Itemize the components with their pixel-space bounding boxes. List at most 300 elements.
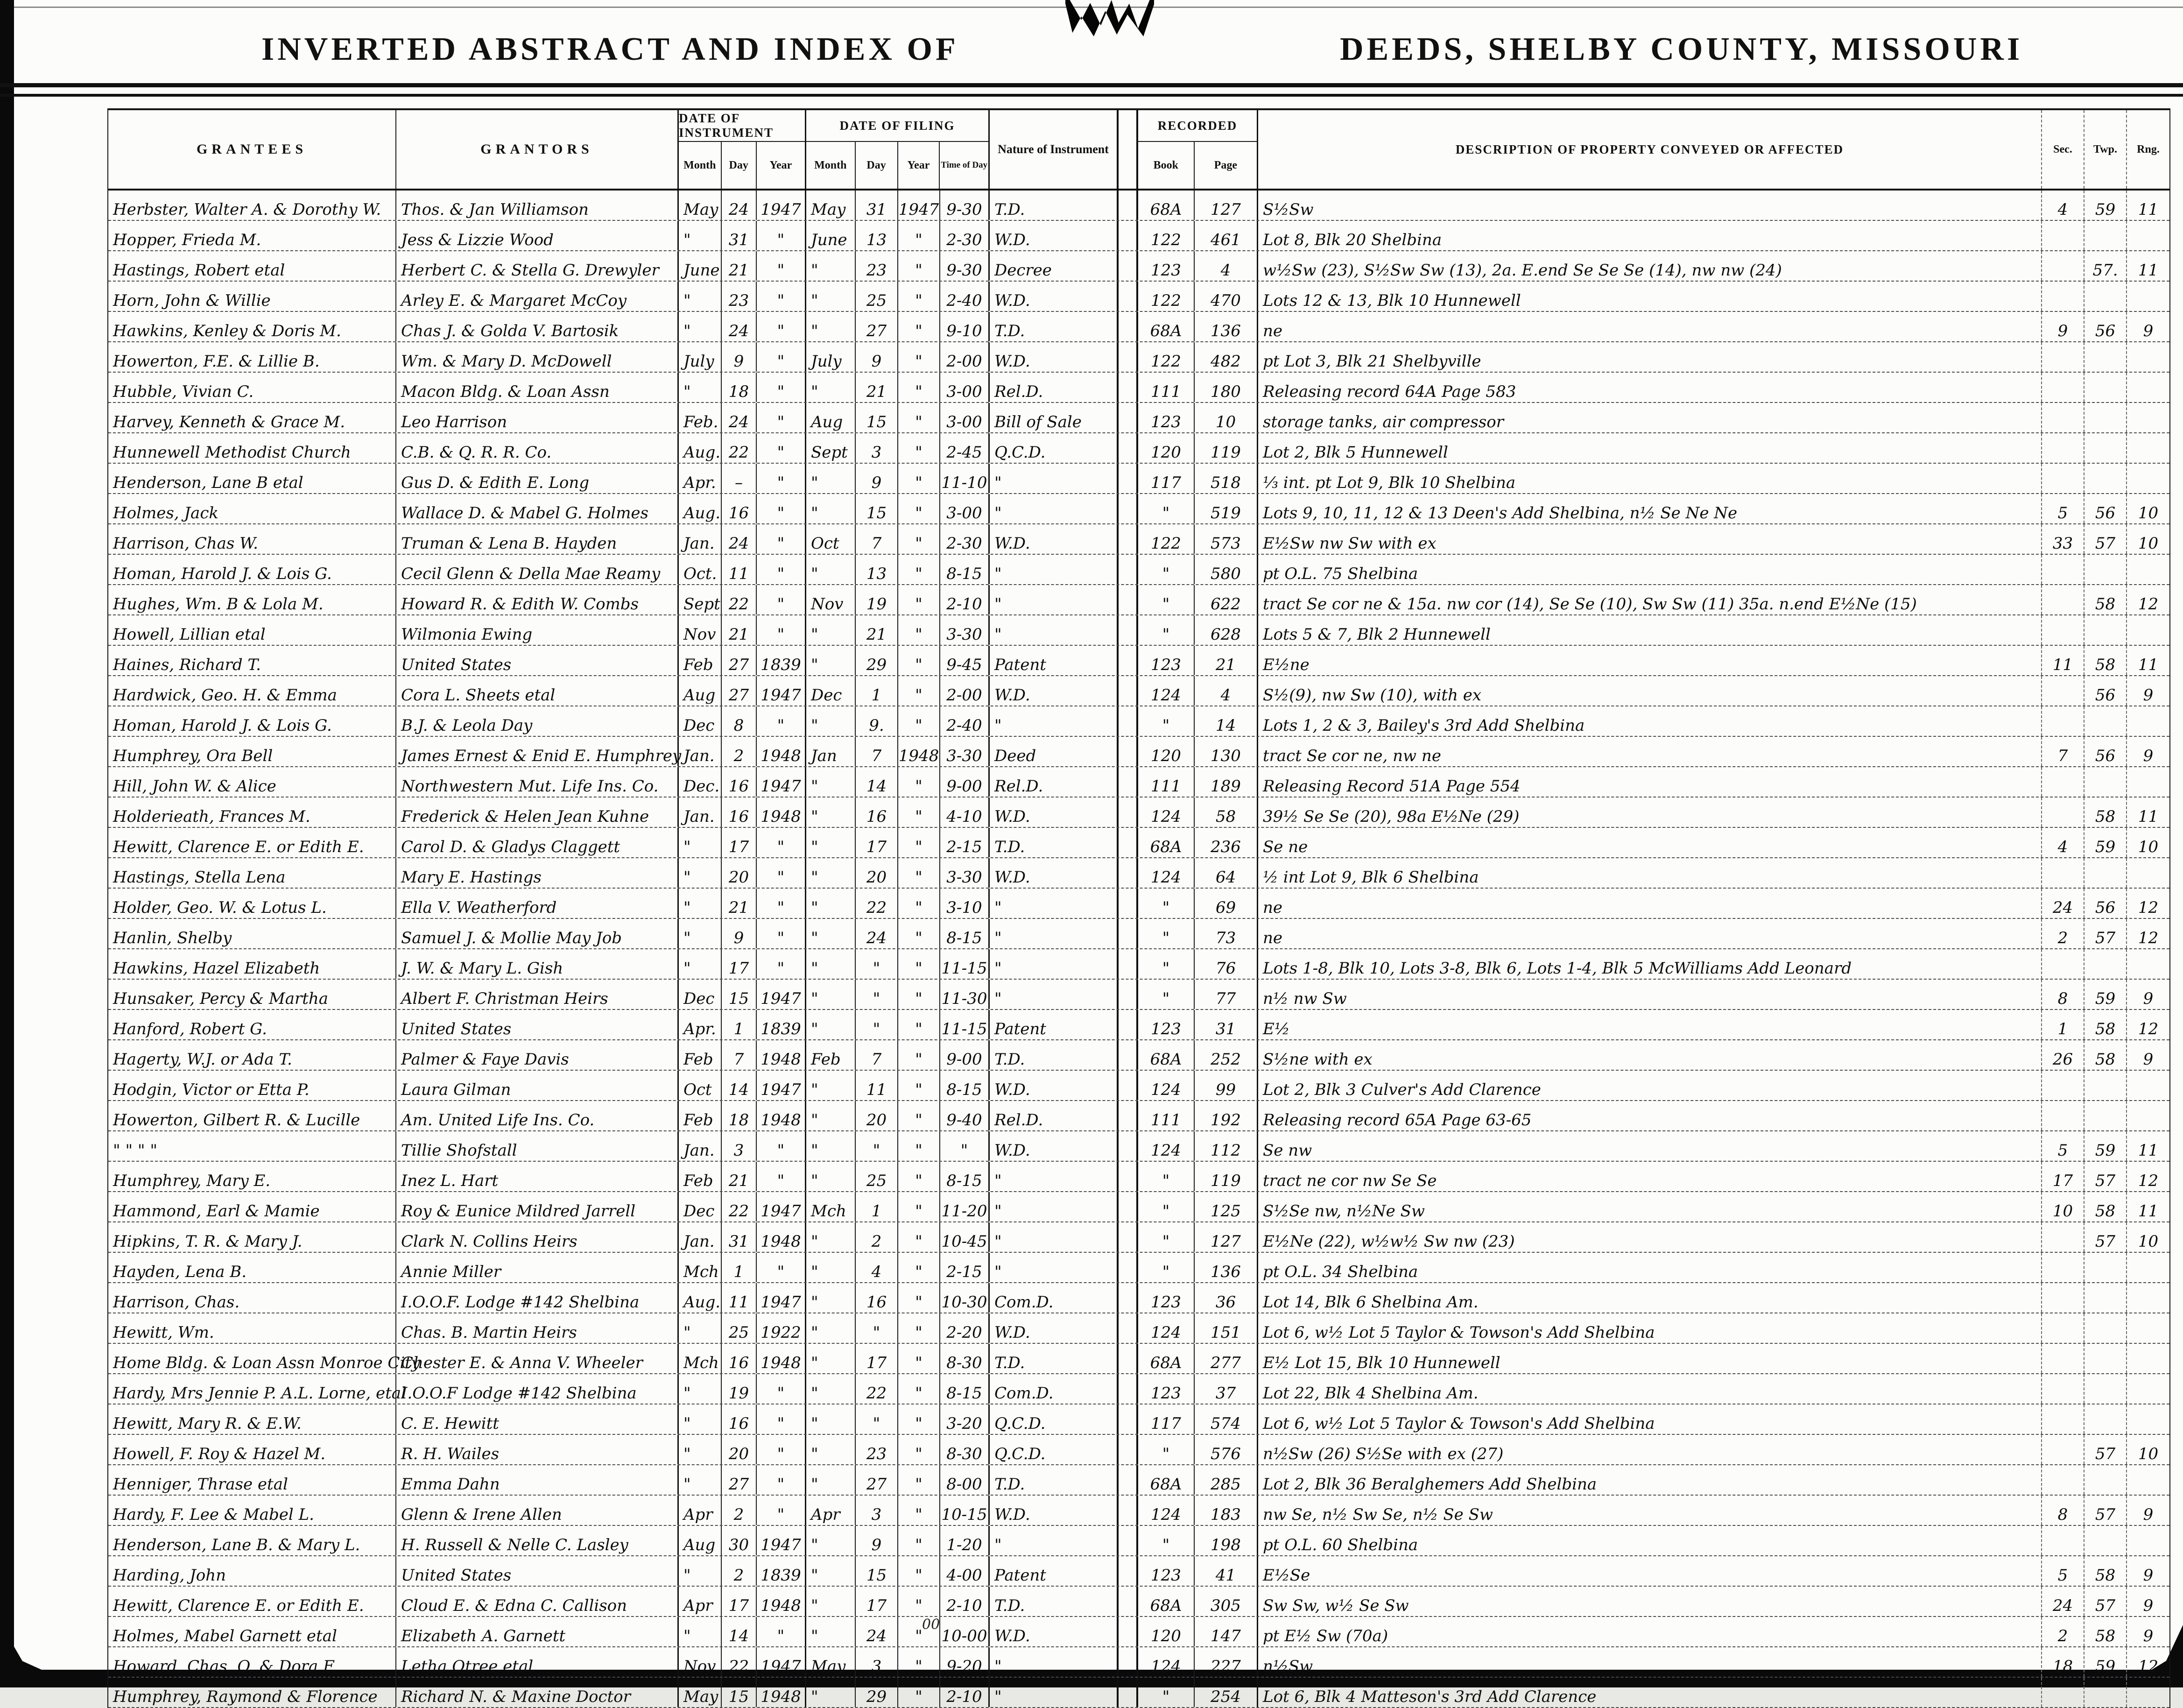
cell-description: Lot 2, Blk 5 Hunnewell — [1258, 433, 2042, 463]
cell-sec — [2042, 251, 2084, 281]
cell-filing-month: " — [806, 1374, 856, 1404]
cell-twp — [2084, 1344, 2127, 1373]
cell-sec: 4 — [2042, 191, 2084, 220]
cell-grantees: Hanlin, Shelby — [108, 919, 396, 948]
cell-instrument-month: Dec — [679, 980, 722, 1009]
cell-binding-gap — [1117, 1162, 1138, 1191]
cell-rng: 12 — [2138, 1172, 2159, 1190]
cell-book: 68A — [1138, 312, 1195, 341]
cell-nature: W.D. — [994, 352, 1030, 371]
cell-sec: 2 — [2042, 1617, 2084, 1646]
cell-grantors: Samuel J. & Mollie May Job — [396, 919, 679, 948]
cell-instrument-day: 16 — [722, 494, 757, 523]
cell-grantees: Henniger, Thrase etal — [108, 1465, 396, 1495]
cell-description: storage tanks, air compressor — [1258, 403, 2042, 432]
cell-filing-year: " — [898, 1344, 940, 1373]
cell-filing-month: " — [806, 494, 856, 523]
cell-binding-gap — [1117, 403, 1138, 432]
cell-instrument-month: " — [679, 1313, 722, 1343]
cell-binding-gap — [1117, 1131, 1138, 1161]
cell-rng — [2127, 1313, 2169, 1343]
cell-instrument-year: " — [757, 282, 806, 311]
cell-sec: 5 — [2042, 1556, 2084, 1586]
cell-book: 123 — [1138, 251, 1195, 281]
cell-instrument-year: " — [757, 403, 806, 432]
cell-twp — [2084, 373, 2127, 402]
cell-filing-year: " — [898, 1678, 940, 1707]
cell-sec — [2042, 221, 2084, 250]
cell-rng: 9 — [2143, 1050, 2154, 1069]
cell-grantees: Hipkins, T. R. & Mary J. — [108, 1222, 396, 1252]
cell-rng — [2127, 1526, 2169, 1555]
cell-sec: 8 — [2042, 980, 2084, 1009]
cell-rng: 9 — [2143, 686, 2154, 705]
cell-twp — [2084, 403, 2127, 432]
cell-grantees: Hardy, F. Lee & Mabel L. — [108, 1496, 396, 1525]
cell-grantees: Hopper, Frieda M. — [108, 221, 396, 250]
cell-nature: " — [994, 473, 1002, 492]
cell-twp — [2084, 1526, 2127, 1555]
cell-binding-gap — [1117, 221, 1138, 250]
cell-instrument-year: 1839 — [757, 646, 806, 675]
cell-book: " — [1138, 1526, 1195, 1555]
table-row — [108, 1222, 2169, 1253]
cell-instrument-day: 2 — [722, 737, 757, 766]
cell-nature: Patent — [994, 656, 1046, 674]
cell-page: 119 — [1195, 433, 1258, 463]
cell-book: " — [1138, 585, 1195, 614]
header-grantors: GRANTORS — [396, 110, 679, 189]
header-sec: Sec. — [2042, 110, 2084, 189]
cell-instrument-year: " — [757, 858, 806, 888]
cell-instrument-year: " — [757, 1435, 806, 1464]
cell-filing-day: 11 — [856, 1071, 898, 1100]
cell-sec — [2042, 342, 2084, 372]
table-row — [108, 585, 2169, 615]
header-filing-day: Day — [856, 142, 898, 189]
cell-instrument-day: 8 — [722, 706, 757, 736]
cell-sec — [2042, 282, 2084, 311]
header-group-date-of-instrument — [679, 110, 806, 189]
cell-twp: 58 — [2084, 1040, 2127, 1070]
cell-grantors: Roy & Eunice Mildred Jarrell — [396, 1192, 679, 1221]
cell-instrument-day: 17 — [722, 949, 757, 979]
cell-page: 236 — [1195, 828, 1258, 857]
cell-filing-month: " — [806, 251, 856, 281]
cell-grantors: Clark N. Collins Heirs — [396, 1222, 679, 1252]
cell-description: Lots 1, 2 & 3, Bailey's 3rd Add Shelbina — [1258, 706, 2042, 736]
cell-grantors: Chas. B. Martin Heirs — [396, 1313, 679, 1343]
cell-instrument-year: 1948 — [757, 1040, 806, 1070]
cell-filing-month: Feb — [806, 1040, 856, 1070]
cell-page: 628 — [1195, 615, 1258, 645]
cell-grantors: I.O.O.F Lodge #142 Shelbina — [396, 1374, 679, 1404]
cell-instrument-year: 1947 — [757, 1647, 806, 1677]
page-binding-rule — [1117, 110, 1138, 189]
cell-grantors: Am. United Life Ins. Co. — [396, 1101, 679, 1130]
cell-filing-day: 29 — [856, 1678, 898, 1707]
cell-instrument-month: Jan. — [679, 798, 722, 827]
cell-binding-gap — [1117, 889, 1138, 918]
table-row — [108, 1101, 2169, 1131]
cell-filing-year: " — [898, 1617, 940, 1646]
cell-book: 117 — [1138, 1405, 1195, 1434]
cell-filing-day: 9 — [856, 464, 898, 493]
cell-instrument-month: Apr. — [679, 464, 722, 493]
cell-filing-day: 27 — [856, 1465, 898, 1495]
cell-twp: 57 — [2084, 1435, 2127, 1464]
cell-book: 68A — [1138, 1040, 1195, 1070]
cell-grantors: Wilmonia Ewing — [396, 615, 679, 645]
cell-page: 305 — [1195, 1587, 1258, 1616]
cell-grantees: Humphrey, Mary E. — [108, 1162, 396, 1191]
cell-filing-time: 8-00 — [940, 1465, 990, 1495]
cell-grantors: Thos. & Jan Williamson — [396, 191, 679, 220]
cell-description: pt O.L. 60 Shelbina — [1258, 1526, 2042, 1555]
cell-sec — [2042, 1222, 2084, 1252]
cell-nature: " — [994, 1263, 1002, 1281]
cell-instrument-year: 1839 — [757, 1556, 806, 1586]
cell-rng — [2127, 615, 2169, 645]
cell-grantees: Howard, Chas. O. & Dora F. — [108, 1647, 396, 1677]
cell-filing-day: 3 — [856, 1496, 898, 1525]
cell-book: " — [1138, 615, 1195, 645]
cell-filing-month: " — [806, 1283, 856, 1313]
cell-filing-month: " — [806, 1162, 856, 1191]
cell-filing-year: " — [898, 1526, 940, 1555]
cell-grantors: Tillie Shofstall — [396, 1131, 679, 1161]
cell-twp — [2084, 1374, 2127, 1404]
cell-instrument-year: " — [757, 1131, 806, 1161]
cell-page: 574 — [1195, 1405, 1258, 1434]
cell-filing-day: 7 — [856, 1040, 898, 1070]
cell-instrument-year: " — [757, 1162, 806, 1191]
cell-grantees: Hanford, Robert G. — [108, 1010, 396, 1039]
cell-instrument-month: Aug. — [679, 433, 722, 463]
cell-twp: 59 — [2084, 828, 2127, 857]
cell-rng — [2127, 1101, 2169, 1130]
cell-description: E½ Lot 15, Blk 10 Hunnewell — [1258, 1344, 2042, 1373]
table-row — [108, 949, 2169, 980]
cell-sec — [2042, 373, 2084, 402]
cell-grantors: B.J. & Leola Day — [396, 706, 679, 736]
cell-description: Lot 6, Blk 4 Matteson's 3rd Add Clarence — [1258, 1678, 2042, 1707]
cell-sec — [2042, 1526, 2084, 1555]
cell-description: E½Ne (22), w½w½ Sw nw (23) — [1258, 1222, 2042, 1252]
header-description: DESCRIPTION OF PROPERTY CONVEYED OR AFFECTED — [1258, 110, 2042, 189]
table-row — [108, 342, 2169, 373]
cell-grantors: Annie Miller — [396, 1253, 679, 1282]
cell-nature: W.D. — [994, 534, 1030, 553]
cell-description: nw Se, n½ Sw Se, n½ Se Sw — [1258, 1496, 2042, 1525]
cell-page: 482 — [1195, 342, 1258, 372]
cell-twp: 58 — [2084, 1556, 2127, 1586]
cell-book: " — [1138, 1253, 1195, 1282]
cell-twp — [2084, 555, 2127, 584]
cell-instrument-day: 21 — [722, 889, 757, 918]
cell-page: 4 — [1195, 676, 1258, 706]
cell-nature: " — [994, 1232, 1002, 1251]
cell-grantees: Holmes, Jack — [108, 494, 396, 523]
cell-filing-year: " — [898, 555, 940, 584]
cell-filing-year: " — [898, 373, 940, 402]
cell-filing-time: 8-15 — [940, 1162, 990, 1191]
cell-description: E½Sw nw Sw with ex — [1258, 524, 2042, 554]
cell-grantees: Homan, Harold J. & Lois G. — [108, 706, 396, 736]
cell-description: Lots 1-8, Blk 10, Lots 3-8, Blk 6, Lots 1-4, Blk 5 McWilliams Add Leonard — [1258, 949, 2042, 979]
cell-page: 252 — [1195, 1040, 1258, 1070]
cell-instrument-day: 1 — [722, 1253, 757, 1282]
cell-instrument-year: 1948 — [757, 1101, 806, 1130]
cell-binding-gap — [1117, 1678, 1138, 1707]
cell-instrument-year: 1947 — [757, 1071, 806, 1100]
cell-twp: 58 — [2084, 585, 2127, 614]
cell-page: 576 — [1195, 1435, 1258, 1464]
cell-instrument-year: " — [757, 312, 806, 341]
cell-sec — [2042, 1101, 2084, 1130]
cell-filing-month: " — [806, 312, 856, 341]
cell-page: 76 — [1195, 949, 1258, 979]
cell-rng: 9 — [2143, 322, 2154, 340]
cell-instrument-month: " — [679, 1374, 722, 1404]
cell-rng — [2127, 433, 2169, 463]
cell-page: 37 — [1195, 1374, 1258, 1404]
cell-nature: " — [994, 929, 1002, 947]
table-row — [108, 464, 2169, 494]
cell-instrument-month: " — [679, 919, 722, 948]
cell-book: " — [1138, 1222, 1195, 1252]
cell-rng — [2127, 1071, 2169, 1100]
cell-nature: " — [994, 1657, 1002, 1676]
cell-filing-month: " — [806, 949, 856, 979]
cell-filing-day: 17 — [856, 1587, 898, 1616]
cell-rng: 9 — [2143, 1566, 2154, 1585]
cell-binding-gap — [1117, 858, 1138, 888]
deed-index-table — [107, 108, 2170, 1708]
cell-instrument-year: " — [757, 1253, 806, 1282]
cell-instrument-day: 21 — [722, 615, 757, 645]
cell-sec — [2042, 433, 2084, 463]
cell-filing-year: " — [898, 706, 940, 736]
cell-sec: 4 — [2042, 828, 2084, 857]
cell-filing-month: " — [806, 1222, 856, 1252]
cell-description: tract Se cor ne, nw ne — [1258, 737, 2042, 766]
header-instrument-month: Month — [679, 142, 722, 189]
cell-twp: 57 — [2084, 919, 2127, 948]
table-row — [108, 494, 2169, 524]
cell-filing-year: " — [898, 889, 940, 918]
cell-twp: 56 — [2084, 312, 2127, 341]
table-row — [108, 221, 2169, 251]
cell-page: 183 — [1195, 1496, 1258, 1525]
cell-filing-time: 2-30 — [940, 221, 990, 250]
cell-filing-month: " — [806, 828, 856, 857]
cell-instrument-year: " — [757, 1465, 806, 1495]
cell-instrument-month: " — [679, 828, 722, 857]
cell-instrument-day: 31 — [722, 221, 757, 250]
cell-page: 580 — [1195, 555, 1258, 584]
cell-twp — [2084, 221, 2127, 250]
cell-page: 125 — [1195, 1192, 1258, 1221]
cell-instrument-month: May — [679, 191, 722, 220]
cell-filing-time: 8-15 — [940, 1374, 990, 1404]
cell-binding-gap — [1117, 767, 1138, 797]
cell-page: 461 — [1195, 221, 1258, 250]
cell-filing-time: 9-45 — [940, 646, 990, 675]
cell-instrument-year: " — [757, 251, 806, 281]
cell-book: " — [1138, 980, 1195, 1009]
cell-filing-time: 3-30 — [940, 737, 990, 766]
cell-filing-time: 11-10 — [940, 464, 990, 493]
cell-sec — [2042, 1344, 2084, 1373]
cell-binding-gap — [1117, 524, 1138, 554]
cell-page: 127 — [1195, 1222, 1258, 1252]
cell-sec — [2042, 1374, 2084, 1404]
cell-nature: T.D. — [994, 322, 1025, 340]
header-grantees: GRANTEES — [108, 110, 396, 189]
cell-filing-day: 1 — [856, 676, 898, 706]
cell-page: 227 — [1195, 1647, 1258, 1677]
cell-instrument-year: 1922 — [757, 1313, 806, 1343]
cell-filing-day: " — [856, 1010, 898, 1039]
cell-instrument-month: Apr — [679, 1496, 722, 1525]
cell-binding-gap — [1117, 919, 1138, 948]
cell-instrument-month: Feb — [679, 1101, 722, 1130]
cell-book: " — [1138, 919, 1195, 948]
cell-page: 14 — [1195, 706, 1258, 736]
cell-sec — [2042, 1071, 2084, 1100]
cell-grantors: Glenn & Irene Allen — [396, 1496, 679, 1525]
cell-book: " — [1138, 1435, 1195, 1464]
table-row — [108, 1526, 2169, 1556]
cell-instrument-day: 19 — [722, 1374, 757, 1404]
cell-instrument-year: " — [757, 615, 806, 645]
cell-description: Se nw — [1258, 1131, 2042, 1161]
cell-book: 120 — [1138, 1617, 1195, 1646]
header-date-of-instrument: DATE OF INSTRUMENT — [679, 110, 805, 142]
cell-filing-month: Nov — [806, 585, 856, 614]
cell-sec: 9 — [2042, 312, 2084, 341]
cell-book: 122 — [1138, 221, 1195, 250]
cell-twp — [2084, 1678, 2127, 1707]
cell-twp: 57 — [2084, 524, 2127, 554]
cell-grantors: Macon Bldg. & Loan Assn — [396, 373, 679, 402]
cell-nature: T.D. — [994, 838, 1025, 856]
cell-filing-day: 31 — [856, 191, 898, 220]
cell-binding-gap — [1117, 1222, 1138, 1252]
cell-sec — [2042, 464, 2084, 493]
cell-filing-year: " — [898, 1374, 940, 1404]
cell-page: 622 — [1195, 585, 1258, 614]
cell-filing-month: " — [806, 464, 856, 493]
cell-binding-gap — [1117, 191, 1138, 220]
cell-page: 136 — [1195, 312, 1258, 341]
cell-instrument-day: 22 — [722, 1647, 757, 1677]
cell-instrument-year: " — [757, 1405, 806, 1434]
cell-filing-year: " — [898, 1405, 940, 1434]
table-row — [108, 1010, 2169, 1040]
cell-nature: W.D. — [994, 868, 1030, 887]
cell-filing-day: 23 — [856, 251, 898, 281]
cell-filing-year: " — [898, 1283, 940, 1313]
table-row — [108, 1253, 2169, 1283]
cell-twp: 57 — [2084, 1222, 2127, 1252]
table-row — [108, 1344, 2169, 1374]
cell-page: 69 — [1195, 889, 1258, 918]
cell-filing-time: 8-15 — [940, 555, 990, 584]
cell-book: 124 — [1138, 1496, 1195, 1525]
cell-nature: " — [994, 898, 1002, 917]
cell-filing-year: " — [898, 828, 940, 857]
cell-twp — [2084, 1071, 2127, 1100]
cell-filing-time: 9-00 — [940, 1040, 990, 1070]
cell-filing-year: " — [898, 494, 940, 523]
cell-nature: Com.D. — [994, 1384, 1054, 1403]
cell-binding-gap — [1117, 1556, 1138, 1586]
cell-grantors: Frederick & Helen Jean Kuhne — [396, 798, 679, 827]
cell-filing-time: 1-20 — [940, 1526, 990, 1555]
cell-grantors: James Ernest & Enid E. Humphrey — [396, 737, 679, 766]
cell-instrument-day: 24 — [722, 191, 757, 220]
cell-sec — [2042, 555, 2084, 584]
cell-book: 68A — [1138, 1465, 1195, 1495]
cell-filing-year: " — [898, 1010, 940, 1039]
cell-filing-year: " — [898, 949, 940, 979]
cell-rng: 12 — [2138, 1020, 2159, 1038]
cell-book: 120 — [1138, 433, 1195, 463]
cell-description: S½Se nw, n½Ne Sw — [1258, 1192, 2042, 1221]
cell-filing-time: 11-15 — [940, 949, 990, 979]
cell-grantees: Hughes, Wm. B & Lola M. — [108, 585, 396, 614]
cell-nature: T.D. — [994, 200, 1025, 219]
title-rule-top — [0, 83, 2183, 87]
header-nature: Nature of Instrument — [998, 142, 1109, 156]
cell-instrument-month: Mch — [679, 1344, 722, 1373]
cell-binding-gap — [1117, 342, 1138, 372]
cell-grantees: Howerton, Gilbert R. & Lucille — [108, 1101, 396, 1130]
cell-instrument-day: 17 — [722, 828, 757, 857]
cell-instrument-month: " — [679, 221, 722, 250]
cell-instrument-year: " — [757, 949, 806, 979]
cell-nature: T.D. — [994, 1596, 1025, 1615]
cell-grantors: Letha Otree etal — [396, 1647, 679, 1677]
cell-sec — [2042, 585, 2084, 614]
cell-grantees: Hastings, Robert etal — [108, 251, 396, 281]
cell-instrument-month: Oct — [679, 1071, 722, 1100]
cell-description: Lots 5 & 7, Blk 2 Hunnewell — [1258, 615, 2042, 645]
cell-sec: 17 — [2042, 1162, 2084, 1191]
cell-filing-time: 2-10 — [940, 1587, 990, 1616]
cell-filing-year: " — [898, 1647, 940, 1677]
cell-grantees: Hunnewell Methodist Church — [108, 433, 396, 463]
cell-grantors: Arley E. & Margaret McCoy — [396, 282, 679, 311]
cell-filing-year: 1947 — [898, 191, 940, 220]
cell-instrument-day: 17 — [722, 1587, 757, 1616]
cell-instrument-year: " — [757, 464, 806, 493]
cell-book: 120 — [1138, 737, 1195, 766]
cell-page: 73 — [1195, 919, 1258, 948]
cell-instrument-month: Dec. — [679, 767, 722, 797]
table-row — [108, 1374, 2169, 1405]
cell-sec: 5 — [2042, 1131, 2084, 1161]
cell-filing-year: " — [898, 798, 940, 827]
cell-description: tract Se cor ne & 15a. nw cor (14), Se Se (10), Sw Sw (11) 35a. n.end E½Ne (15) — [1258, 585, 2042, 614]
cell-instrument-day: 22 — [722, 1192, 757, 1221]
cell-binding-gap — [1117, 1283, 1138, 1313]
table-row — [108, 646, 2169, 676]
header-twp: Twp. — [2084, 110, 2127, 189]
cell-binding-gap — [1117, 1040, 1138, 1070]
